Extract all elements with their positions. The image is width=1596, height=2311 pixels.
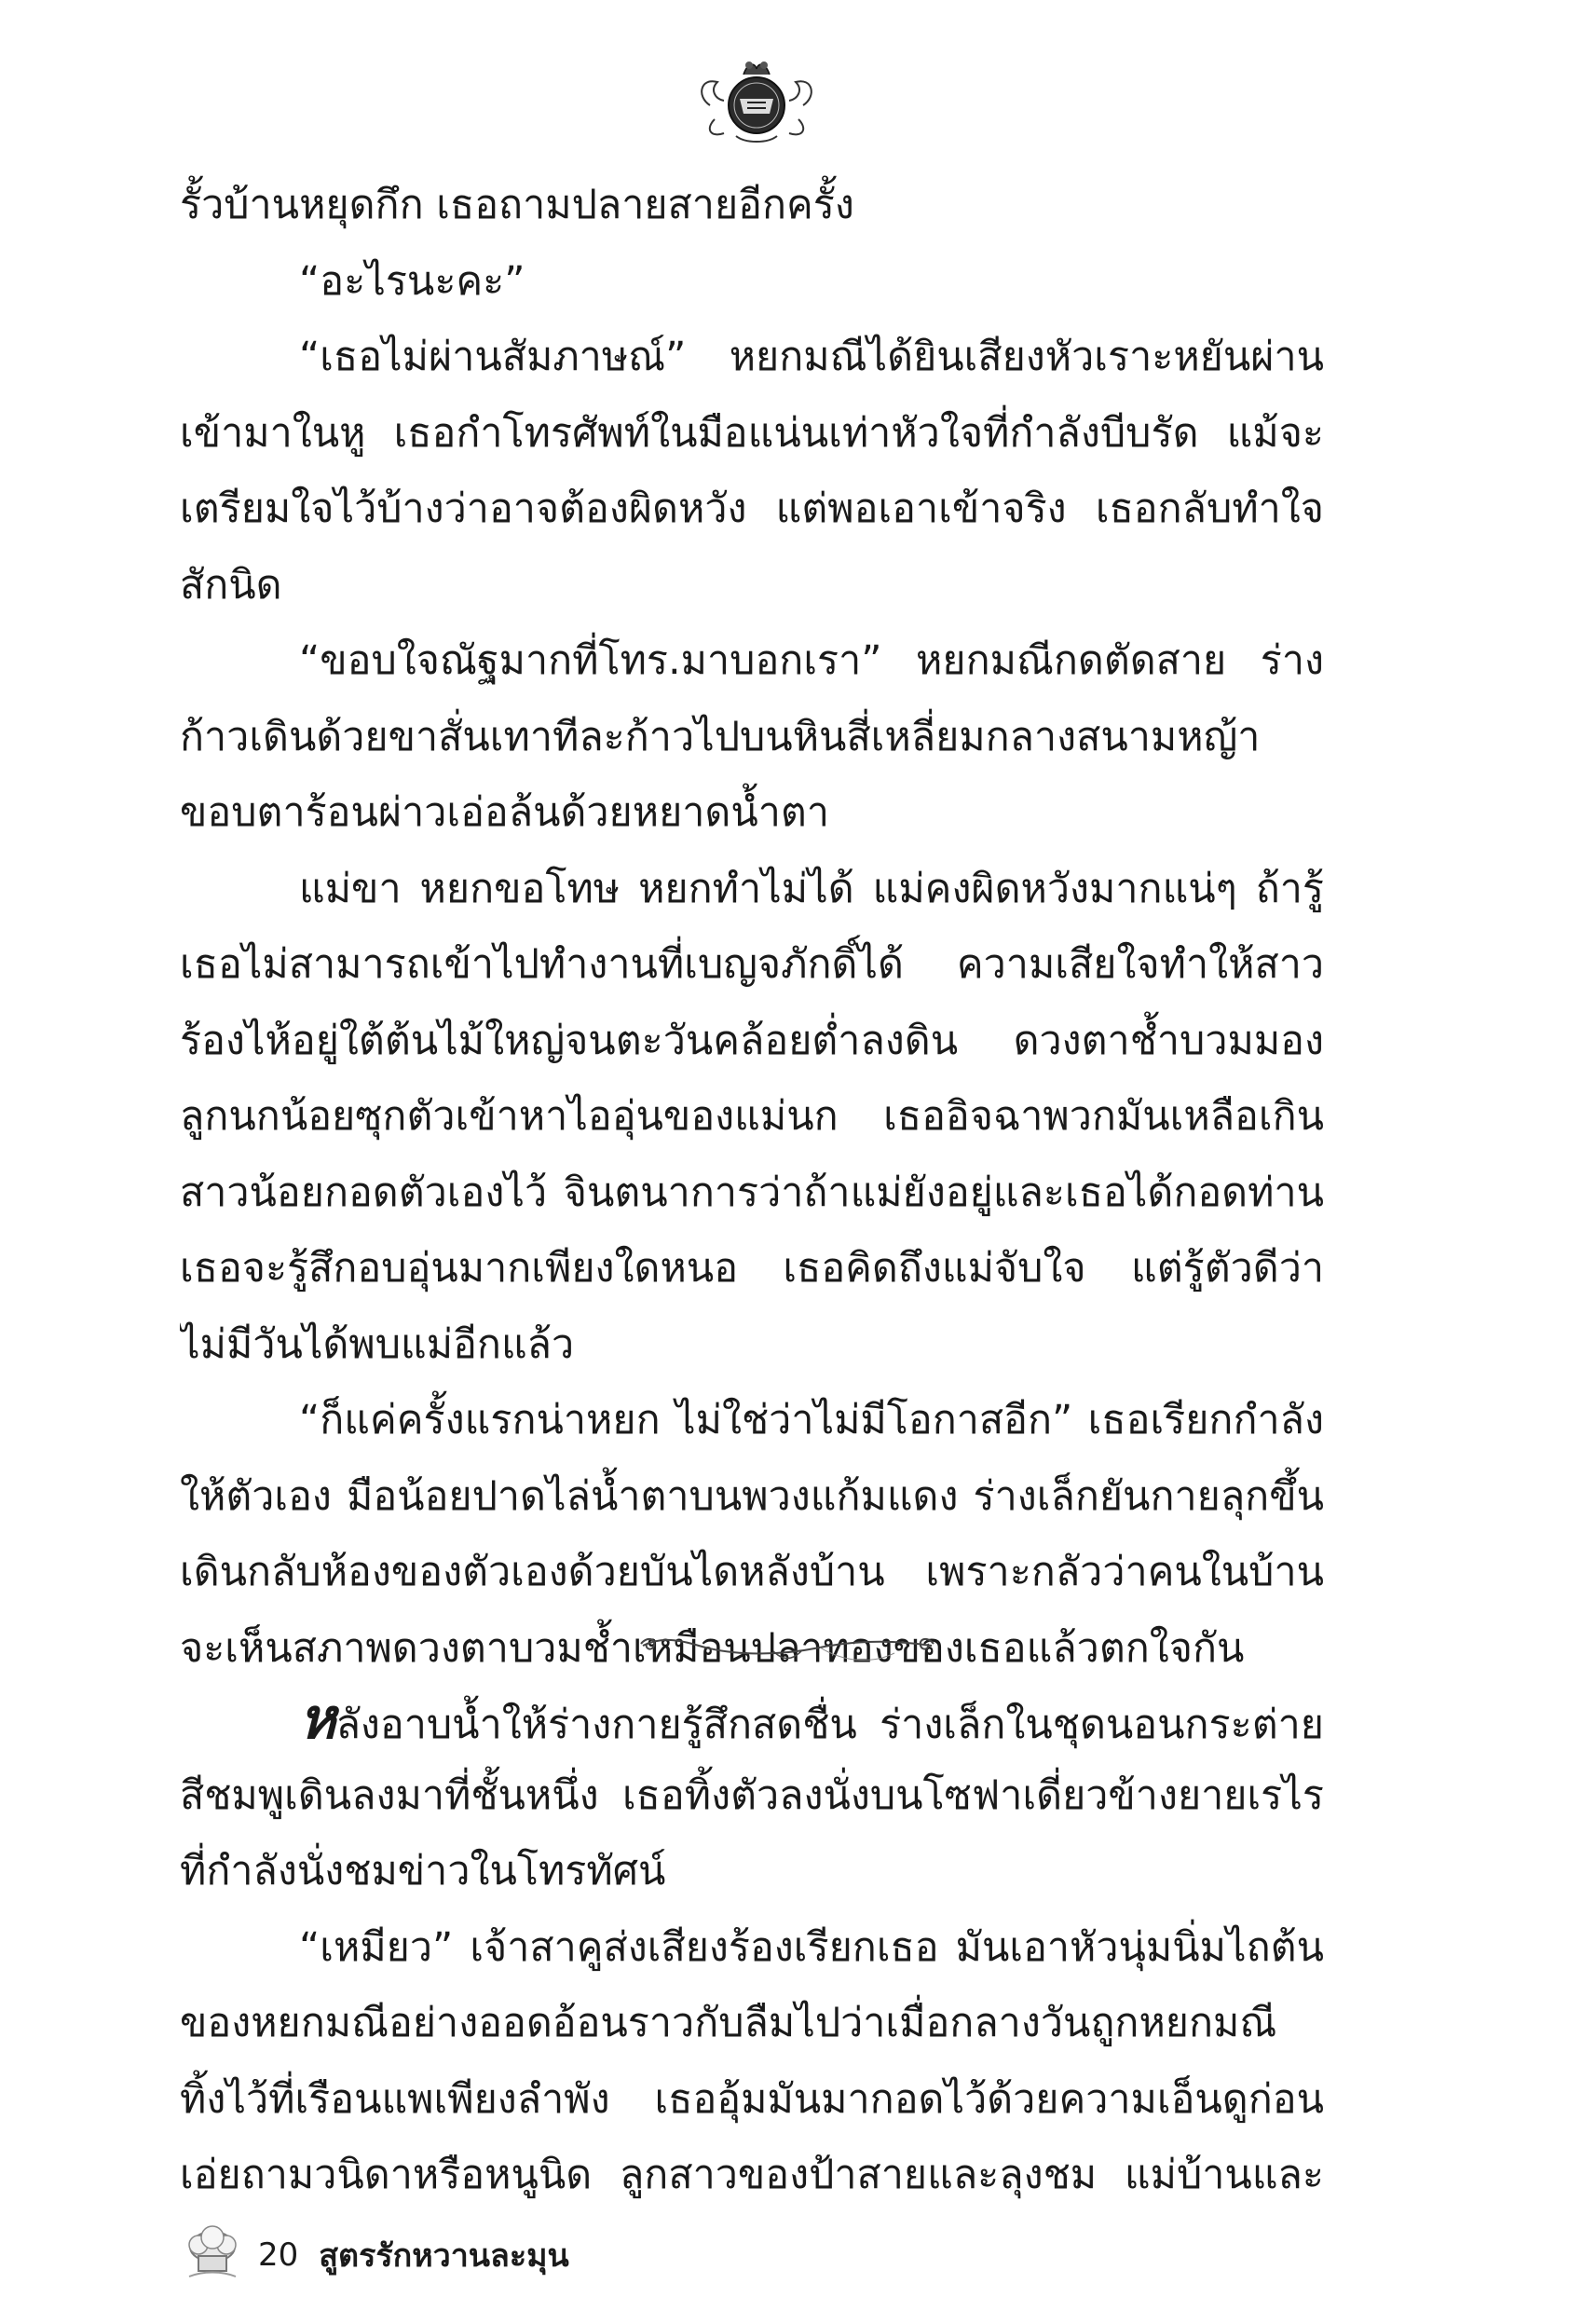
text-line: ร้องไห้อยู่ใต้ต้นไม้ใหญ่จนตะวันคล้อยต่ำลงดิน ดวงตาช้ำบวมมอง: [180, 1017, 1324, 1064]
text-line-dropcap: [180, 1682, 1324, 1758]
text-line: “อะไรนะคะ”: [299, 257, 525, 305]
text-line: ให้ตัวเอง มือน้อยปาดไล่น้ำตาบนพวงแก้มแดง ร่างเล็กยันกายลุกขึ้น: [180, 1472, 1324, 1520]
text-line: “ขอบใจณัฐมากที่โทร.มาบอกเรา” หยกมณีกดตัดสาย ร่าง: [299, 637, 1324, 684]
drop-cap-letter: ห: [299, 1687, 336, 1752]
ornamental-crest-icon: [691, 54, 822, 147]
text-line: สาวน้อยกอดตัวเองไว้ จินตนาการว่าถ้าแม่ยังอยู่และเธอได้กอดท่าน: [180, 1169, 1324, 1216]
text-line: เธอจะรู้สึกอบอุ่นมากเพียงใดหนอ เธอคิดถึงแม่จับใจ แต่รู้ตัวดีว่า: [180, 1245, 1324, 1292]
text-line: ทิ้งไว้ที่เรือนแพเพียงลำพัง เธออุ้มมันมากอดไว้ด้วยความเอ็นดูก่อน: [180, 2075, 1324, 2123]
body-text-section-1: [180, 168, 1324, 1687]
text-line: ที่กำลังนั่งชมข่าวในโทรทัศน์: [180, 1848, 666, 1894]
text-line: เข้ามาในหู เธอกำโทรศัพท์ในมือแน่นเท่าหัวใจที่กำลังบีบรัด แม้จะ: [180, 409, 1324, 457]
text-line: สักนิด: [180, 561, 282, 609]
page-number: 20: [258, 2236, 299, 2274]
text-line: ไม่มีวันได้พบแม่อีกแล้ว: [180, 1320, 575, 1368]
text-line: รั้วบ้านหยุดกึก เธอถามปลายสายอีกครั้ง: [180, 182, 854, 228]
text-line: เดินกลับห้องของตัวเองด้วยบันไดหลังบ้าน เพราะกลัวว่าคนในบ้าน: [180, 1549, 1324, 1595]
text-line: จะเห็นสภาพดวงตาบวมช้ำเหมือนปลาทองของเธอแล้วตกใจกัน: [180, 1624, 1245, 1672]
text-line: “ก็แค่ครั้งแรกน่าหยก ไม่ใช่ว่าไม่มีโอกาสอีก” เธอเรียกกำลัง: [299, 1397, 1324, 1443]
text-line: สีชมพูเดินลงมาที่ชั้นหนึ่ง เธอทิ้งตัวลงนั่งบนโซฟาเดี่ยวข้างยายเรไร: [180, 1771, 1324, 1819]
text-line: ลูกนกน้อยซุกตัวเข้าหาไออุ่นของแม่นก เธออิจฉาพวกมันเหลือเกิน: [180, 1093, 1324, 1140]
scroll-ornament-divider-icon: [634, 1627, 941, 1668]
text-line: เอ่ยถามวนิดาหรือหนูนิด ลูกสาวของป้าสายและลุงชม แม่บ้านและ: [180, 2152, 1324, 2198]
page-footer: [180, 2222, 569, 2288]
text-line: แม่ขา หยกขอโทษ หยกทำไม่ได้ แม่คงผิดหวังมากแน่ๆ ถ้ารู้: [299, 865, 1324, 912]
text-line: ก้าวเดินด้วยขาสั่นเทาทีละก้าวไปบนหินสี่เหลี่ยมกลางสนามหญ้า: [180, 713, 1261, 760]
text-line: เธอไม่สามารถเข้าไปทำงานที่เบญจภักดิ์ได้ ความเสียใจทำให้สาว: [180, 941, 1324, 988]
body-text-section-2: [180, 1682, 1324, 2214]
first-line-text: ลังอาบน้ำให้ร่างกายรู้สึกสดชื่น ร่างเล็กในชุดนอนกระต่าย: [335, 1702, 1324, 1748]
text-line: “เธอไม่ผ่านสัมภาษณ์” หยกมณีได้ยินเสียงหัวเราะหยันผ่าน: [299, 334, 1324, 380]
text-line: เตรียมใจไว้บ้างว่าอาจต้องผิดหวัง แต่พอเอาเข้าจริง เธอกลับทำใจ: [180, 485, 1324, 532]
text-line: ขอบตาร้อนผ่าวเอ่อล้นด้วยหยาดน้ำตา: [180, 789, 829, 836]
text-line: “เหมียว” เจ้าสาคูส่งเสียงร้องเรียกเธอ มันเอาหัวนุ่มนิ่มไถต้น: [299, 1923, 1324, 1971]
text-line: ของหยกมณีอย่างออดอ้อนราวกับลืมไปว่าเมื่อกลางวันถูกหยกมณี: [180, 2000, 1277, 2046]
header-crest-logo: [691, 54, 822, 147]
section-divider: [634, 1627, 941, 1668]
chef-hat-icon: [180, 2222, 245, 2288]
book-title: สูตรรักหวานละมุน: [319, 2237, 569, 2275]
